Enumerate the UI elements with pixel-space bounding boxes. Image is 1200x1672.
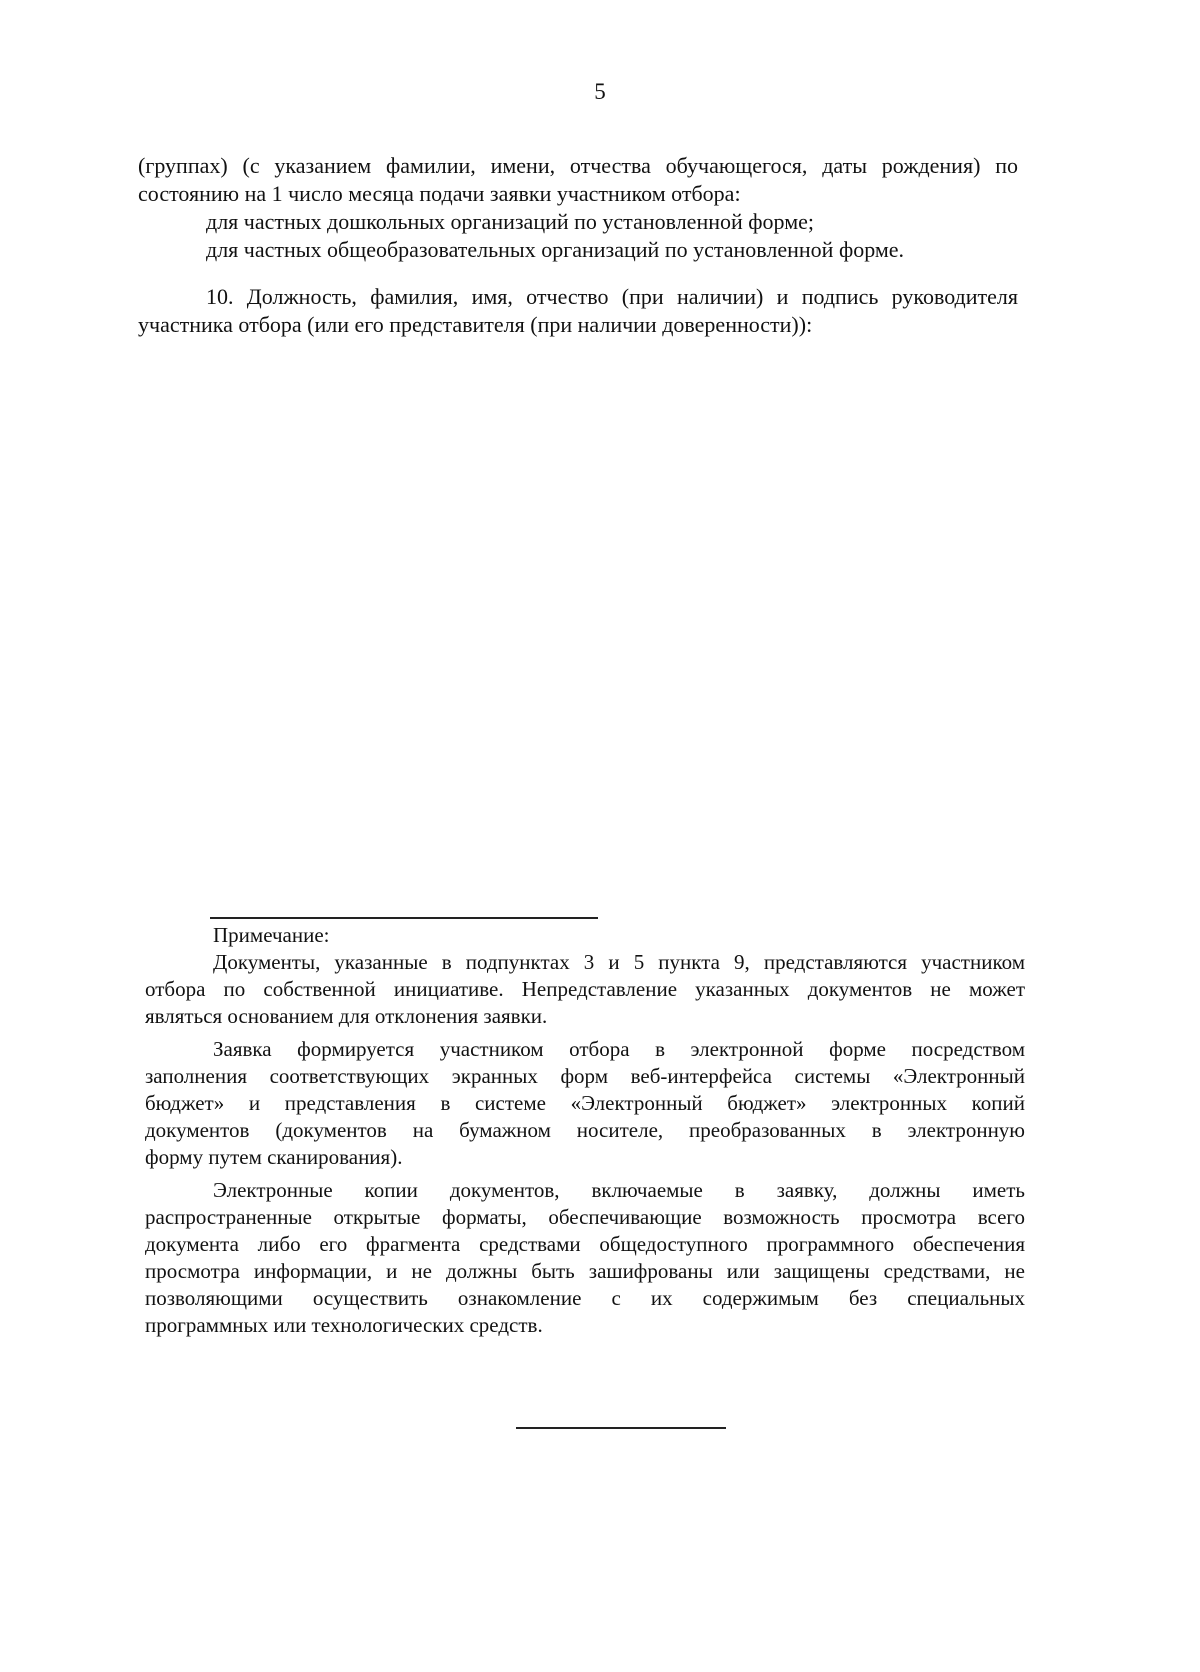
text-line: для частных общеобразовательных организаций по установленной форме. xyxy=(206,237,905,262)
top-paragraph xyxy=(138,152,1018,264)
text-line: позволяющими осуществить ознакомление с их содержимым без специальных xyxy=(145,1286,1025,1310)
text-line: форму путем сканирования). xyxy=(145,1145,403,1169)
text-line: документов (документов на бумажном носителе, преобразованных в электронную xyxy=(145,1118,1025,1142)
text-line: заполнения соответствующих экранных форм веб-интерфейса системы «Электронный xyxy=(145,1064,1025,1088)
text-line: участника отбора (или его представителя (при наличии доверенности)): xyxy=(138,312,813,337)
note-paragraph-1 xyxy=(145,949,1025,1030)
text-line: просмотра информации, и не должны быть зашифрованы или защищены средствами, не xyxy=(145,1259,1025,1283)
text-line: для частных дошкольных организаций по установленной форме; xyxy=(206,209,814,234)
text-line: Электронные копии документов, включаемые в заявку, должны иметь xyxy=(213,1178,1025,1202)
text-line: 10. Должность, фамилия, имя, отчество (при наличии) и подпись руководителя xyxy=(206,284,1018,309)
text-line: отбора по собственной инициативе. Непредставление указанных документов не может xyxy=(145,977,1025,1001)
note-paragraph-3 xyxy=(145,1177,1025,1339)
text-line: являться основанием для отклонения заявки. xyxy=(145,1004,548,1028)
page-number: 5 xyxy=(594,79,606,104)
text-line: программных или технологических средств. xyxy=(145,1313,543,1337)
note-block xyxy=(145,922,1025,1339)
text-line: (группах) (с указанием фамилии, имени, отчества обучающегося, даты рождения) по xyxy=(138,153,1018,178)
footnote-separator xyxy=(210,917,598,919)
text-line: Документы, указанные в подпунктах 3 и 5 пункта 9, представляются участником xyxy=(213,950,1025,974)
item-10-paragraph xyxy=(138,283,1018,339)
text-line: Заявка формируется участником отбора в электронной форме посредством xyxy=(213,1037,1025,1061)
note-heading: Примечание: xyxy=(213,923,330,947)
text-line: документа либо его фрагмента средствами общедоступного программного обеспечения xyxy=(145,1232,1025,1256)
end-separator xyxy=(516,1427,726,1429)
note-paragraph-2 xyxy=(145,1036,1025,1171)
text-line: состоянию на 1 число месяца подачи заявки участником отбора: xyxy=(138,181,741,206)
text-line: распространенные открытые форматы, обеспечивающие возможность просмотра всего xyxy=(145,1205,1025,1229)
text-line: бюджет» и представления в системе «Электронный бюджет» электронных копий xyxy=(145,1091,1025,1115)
